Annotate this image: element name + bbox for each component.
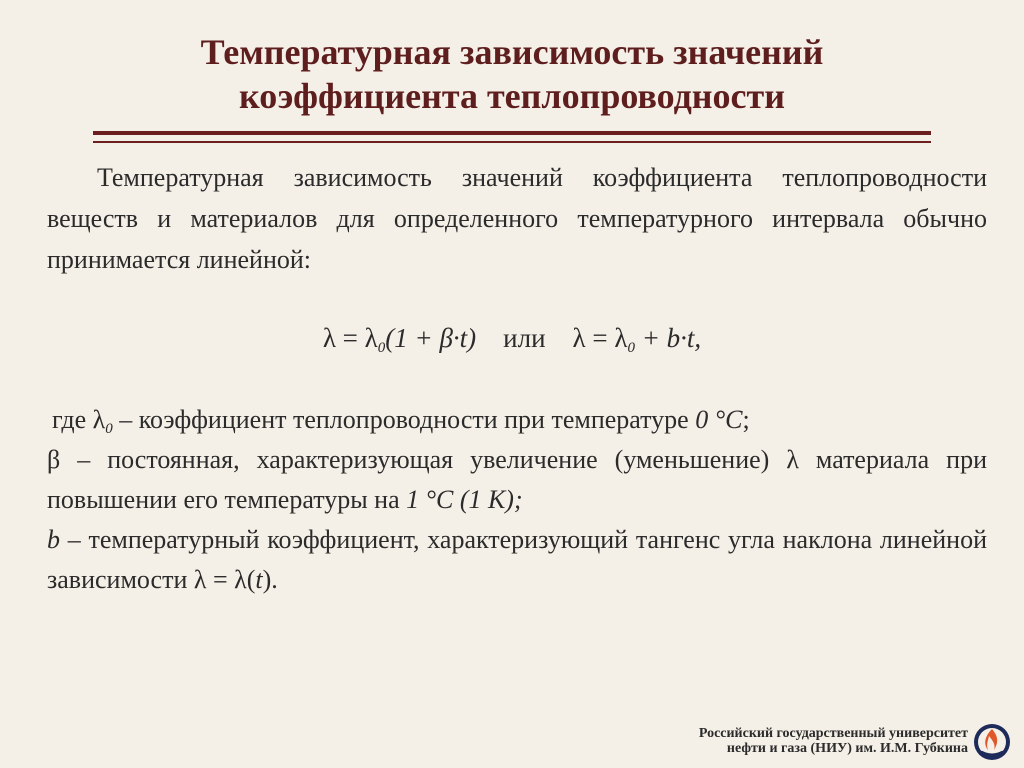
formula-sub-1: 0	[377, 340, 386, 356]
definition-b	[47, 520, 987, 600]
slide-title	[60, 30, 964, 118]
footer-line-2: нефти и газа (НИУ) им. И.М. Губкина	[726, 741, 968, 756]
formula-connector: или	[503, 323, 546, 353]
def2-value: 1 °С (1 К);	[406, 485, 523, 514]
intro-paragraph: Температурная зависимость значений коэффициента теплопроводности веществ и материалов для определенного температурного интервала обычно принимается линейной:	[47, 163, 987, 274]
formula-part-1: λ = λ	[322, 323, 378, 353]
footer-line-1: Российский государственный университет	[698, 726, 968, 741]
definitions	[47, 400, 987, 600]
formula-part-4: + b·t,	[634, 323, 702, 353]
formula-sub-2: 0	[627, 340, 635, 356]
title-divider-thin	[93, 141, 931, 143]
def3-end: ).	[262, 565, 278, 594]
def1-text: – коэффициент теплопроводности при температуре	[112, 405, 696, 434]
definition-beta	[47, 440, 987, 520]
title-line-1: Температурная зависимость значений	[200, 32, 824, 72]
formula-part-2: (1 + β·t)	[385, 323, 477, 353]
formula	[0, 318, 1024, 358]
title-line-2: коэффициента теплопроводности	[239, 76, 785, 116]
university-footer	[548, 726, 968, 756]
def1-value: 0 °С	[695, 405, 743, 434]
def1-end: ;	[742, 405, 750, 434]
def3-text: – температурный коэффициент, характеризующий тангенс угла наклона линейной зависимости λ = λ(	[47, 525, 987, 594]
formula-part-3: λ = λ	[572, 323, 628, 353]
university-logo-icon	[972, 722, 1012, 762]
title-divider-thick	[93, 131, 931, 135]
def3-t: t	[255, 565, 263, 594]
def1-prefix: где λ	[52, 405, 106, 434]
def3-symbol: b	[47, 525, 60, 554]
def1-sub: 0	[105, 421, 113, 437]
def2-text: β – постоянная, характеризующая увеличение (уменьшение) λ материала при повышении его температуры на	[47, 445, 987, 514]
definition-lambda0	[47, 400, 987, 440]
